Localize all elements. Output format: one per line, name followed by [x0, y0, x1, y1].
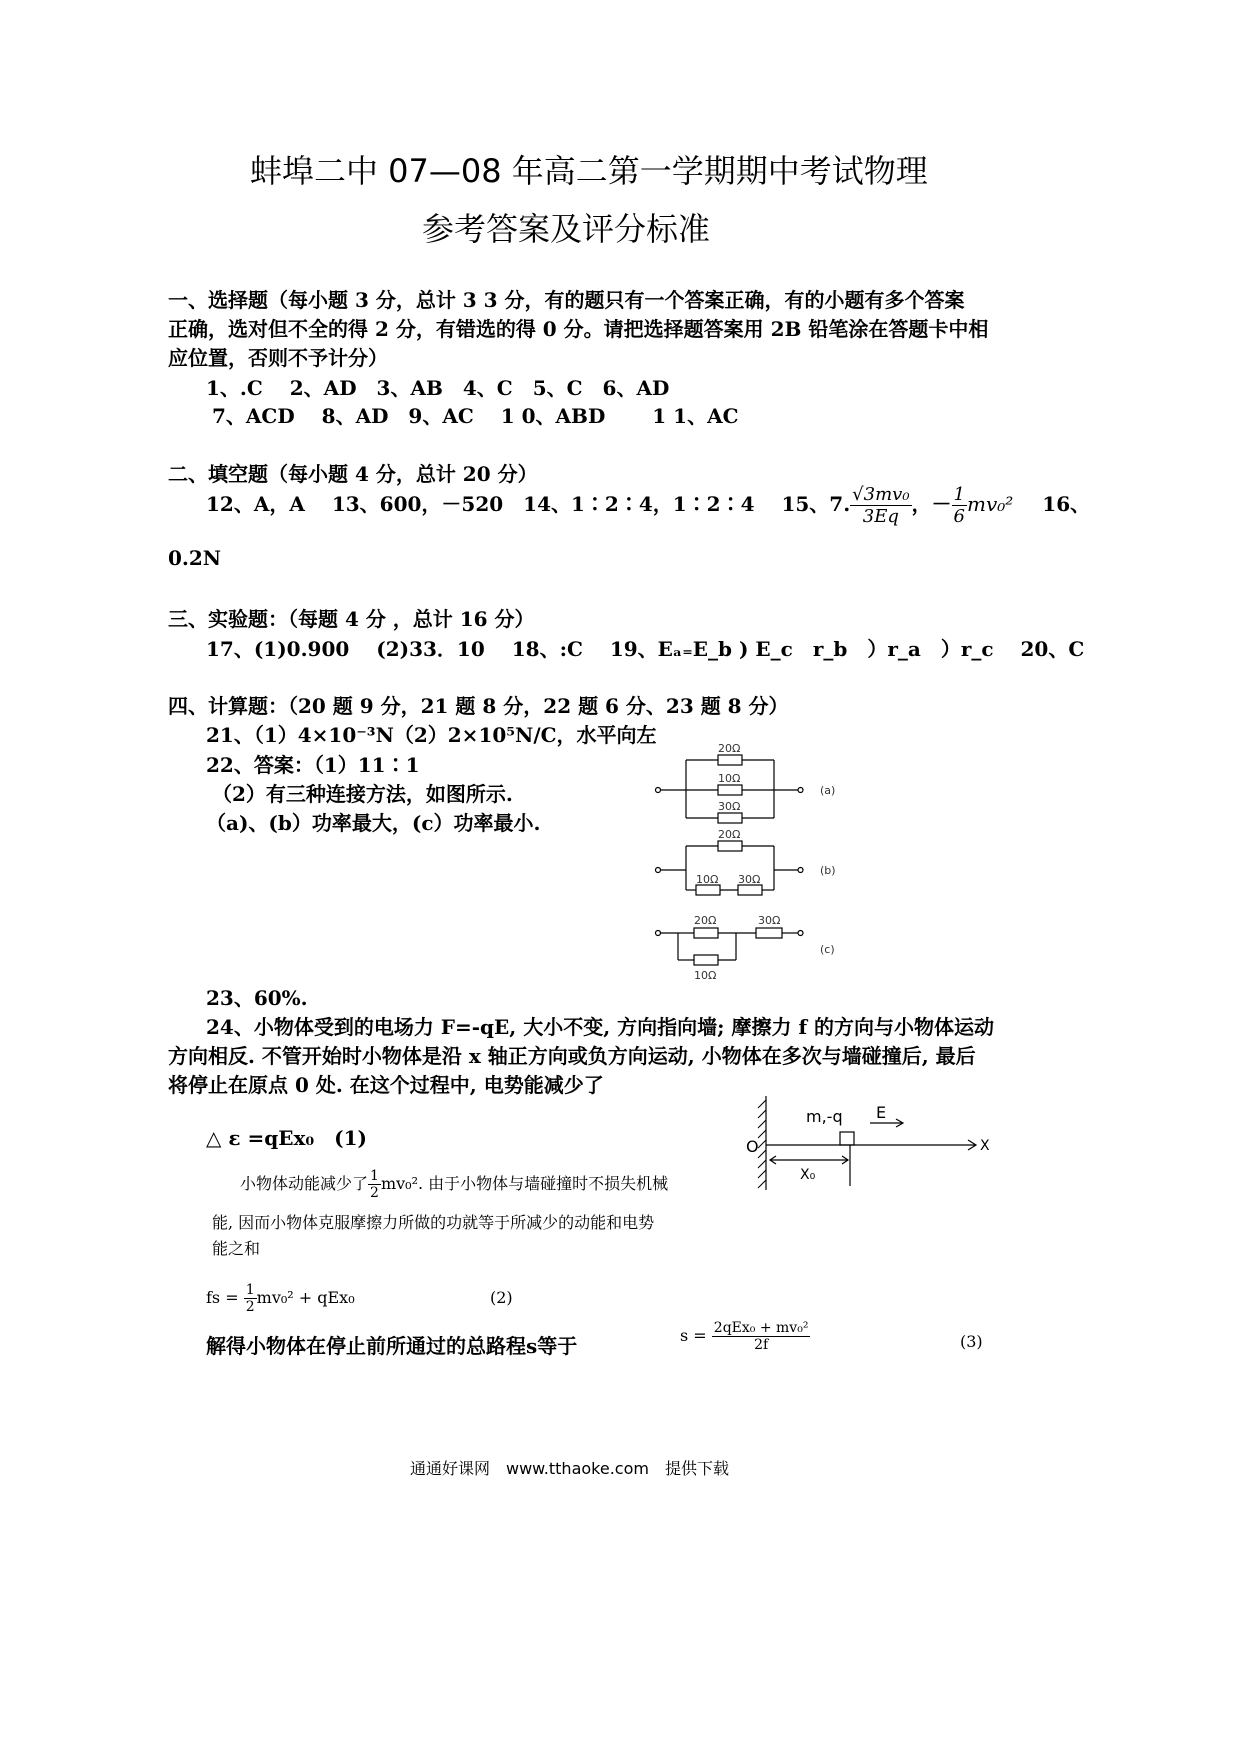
circuit-diagrams [650, 740, 850, 985]
q22-answer-line3: （a)、(b）功率最大，(c）功率最小. [206, 811, 541, 835]
q15-tail: mv₀² [967, 492, 1014, 516]
sec4-heading: 四、计算题：（20 题 9 分，21 题 8 分，22 题 6 分、23 题 8 分） [168, 694, 789, 718]
wall-label-E: E [876, 1103, 887, 1122]
q15-fraction-1 [850, 484, 911, 527]
page-subtitle: 参考答案及评分标准 [422, 210, 711, 248]
result-text: 解得小物体在停止前所通过的总路程s等于 [206, 1334, 578, 1358]
derivation-line1-b: mv₀². 由于小物体与墙碰撞时不损失机械 [380, 1174, 669, 1193]
derivation-line1 [240, 1168, 668, 1201]
sec1-heading-line1: 一、选择题（每小题 3 分，总计 3 3 分，有的题只有一个答案正确，有的小题有多个答案 [168, 288, 965, 312]
sec2-heading: 二、填空题（每小题 4 分，总计 20 分） [168, 462, 538, 486]
eq3-lhs: s = [680, 1326, 707, 1345]
derivation-line2: 能, 因而小物体克服摩擦力所做的功就等于所减少的动能和电势 [212, 1213, 655, 1232]
eq3-frac-num: 2qEx₀ + mv₀² [713, 1320, 809, 1336]
eq2-tag: (2) [490, 1288, 513, 1307]
derivation-frac-num: 1 [370, 1168, 379, 1184]
sec1-answers-line2: 7、ACD 8、AD 9、AC 1 0、ABD 1 1、AC [212, 404, 739, 428]
q15-fraction-2 [952, 484, 967, 527]
sec2-answers-main: 12、A，A 13、600，－520 14、1∶2∶4，1∶2∶4 15、7. [206, 492, 851, 516]
wall-figure [730, 1090, 1010, 1200]
q21-answer: 21、（1）4×10⁻³N（2）2×10⁵N/C，水平向左 [206, 723, 657, 747]
q22-answer-line1: 22、答案：（1）11∶1 [206, 753, 420, 777]
equation-3 [680, 1320, 810, 1353]
sec2-answers-line [206, 484, 1090, 527]
q15-den-1: 3Eq [862, 506, 899, 527]
eq2-frac-num: 1 [245, 1282, 255, 1298]
equation-2 [206, 1282, 355, 1315]
sec1-heading-line2: 正确，选对但不全的得 2 分，有错选的得 0 分。请把选择题答案用 2B 铅笔涂在答题卡中相 [168, 317, 989, 341]
q15-num-1: √3mv₀ [852, 484, 910, 505]
circuit-c-tag: (c) [820, 943, 835, 956]
q24-line1: 24、小物体受到的电场力 F=-qE, 大小不变, 方向指向墙; 摩擦力 f 的方向与小物体运动 [206, 1015, 995, 1039]
wall-label-O: O [746, 1137, 759, 1156]
wall-label-x0: X₀ [800, 1167, 816, 1183]
eq3-tag: (3) [960, 1332, 983, 1351]
q15-negative-sign: ，－ [911, 492, 952, 516]
eq3-frac-den: 2f [754, 1337, 769, 1353]
circuit-b-r-bl: 10Ω [696, 873, 719, 886]
circuit-b-r-top: 20Ω [718, 828, 741, 841]
q15-den-2: 6 [953, 506, 965, 527]
sec3-answers: 17、(1)0.900 (2)33．10 18、:C 19、Eₐ₌E_b ) E_c r_b ）r_a ）r_c 20、C [206, 637, 1085, 661]
circuit-a-r-bot: 30Ω [718, 800, 741, 813]
eq3-fraction [712, 1320, 811, 1353]
q22-answer-line2: （2）有三种连接方法，如图所示. [212, 782, 513, 806]
eq2-fraction [244, 1282, 257, 1315]
sec1-answers-line1: 1、.C 2、AD 3、AB 4、C 5、C 6、AD [206, 376, 670, 400]
q23-answer: 23、60%. [206, 986, 308, 1010]
q24-line3: 将停止在原点 0 处. 在这个过程中, 电势能减少了 [168, 1073, 604, 1097]
wall-label-mq: m,-q [806, 1107, 843, 1126]
circuit-c-r-bot: 10Ω [694, 969, 717, 982]
derivation-line1-a: 小物体动能减少了 [240, 1174, 369, 1193]
circuit-c-r-right: 30Ω [758, 914, 781, 927]
eq2-rhs: mv₀² + qEx₀ [256, 1288, 355, 1307]
footer-text: 通通好课网 www.tthaoke.com 提供下载 [410, 1459, 729, 1478]
sec1-heading-line3: 应位置，否则不予计分） [168, 346, 388, 370]
q15-num-2: 1 [953, 484, 965, 505]
circuit-b-r-br: 30Ω [738, 873, 761, 886]
circuit-a-r-mid: 10Ω [718, 772, 741, 785]
wall-label-X: X [980, 1138, 990, 1154]
derivation-fraction [368, 1168, 381, 1201]
page-title: 蚌埠二中 07—08 年高二第一学期期中考试物理 [250, 152, 928, 190]
derivation-frac-den: 2 [370, 1185, 379, 1201]
eq2-lhs: fs = [206, 1288, 239, 1307]
circuit-c-r-top: 20Ω [694, 914, 717, 927]
circuit-a-r-top: 20Ω [718, 742, 741, 755]
q16-value: 0.2N [168, 546, 222, 570]
eq2-frac-den: 2 [245, 1299, 255, 1315]
q24-line2: 方向相反. 不管开始时小物体是沿 x 轴正方向或负方向运动, 小物体在多次与墙碰撞后, 最后 [168, 1044, 976, 1068]
sec3-heading: 三、实验题：（每题 4 分 ，总计 16 分） [168, 607, 535, 631]
q16-label: 16、 [1042, 492, 1091, 516]
circuit-b-tag: (b) [820, 864, 836, 877]
equation-1: △ ε =qEx₀ (1) [206, 1126, 367, 1150]
derivation-line3: 能之和 [212, 1239, 261, 1258]
circuit-a-tag: (a) [820, 784, 836, 797]
